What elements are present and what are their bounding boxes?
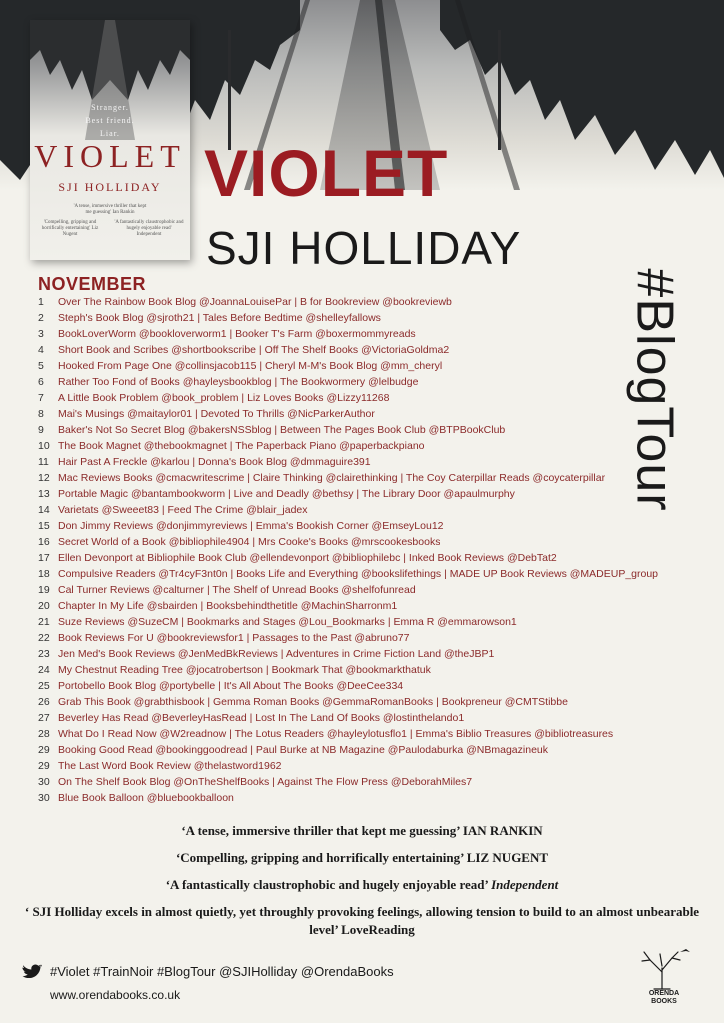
tour-day: 26 bbox=[38, 696, 50, 708]
tour-day: 29 bbox=[38, 744, 50, 756]
tour-row bbox=[38, 406, 668, 422]
tour-hosts: Secret World of a Book @bibliophile4904 | Mrs Cooke's Books @mrscookesbooks bbox=[58, 536, 441, 548]
tour-row bbox=[38, 294, 668, 310]
quote-source: Independent bbox=[491, 877, 559, 892]
quote-text: ‘A fantastically claustrophobic and hugely enjoyable read’ bbox=[165, 877, 492, 892]
review-quote bbox=[20, 876, 704, 894]
tour-day: 29 bbox=[38, 760, 50, 772]
tour-row bbox=[38, 454, 668, 470]
tour-hosts: Varietats @Sweeet83 | Feed The Crime @blair_jadex bbox=[58, 504, 308, 516]
tour-hosts: Short Book and Scribes @shortbookscribe | Off The Shelf Books @VictoriaGoldma2 bbox=[58, 344, 450, 356]
tour-day: 1 bbox=[38, 296, 44, 308]
tour-row bbox=[38, 342, 668, 358]
tour-hosts: Grab This Book @grabthisbook | Gemma Roman Books @GemmaRomanBooks | Bookpreneur @CMTStibbe bbox=[58, 696, 568, 708]
publisher-logo bbox=[632, 946, 696, 1012]
tour-day: 21 bbox=[38, 616, 50, 628]
tour-hosts: Rather Too Fond of Books @hayleysbookblog | The Bookwormery @lelbudge bbox=[58, 376, 419, 388]
cover-title: VIOLET bbox=[34, 138, 186, 174]
tour-day: 28 bbox=[38, 728, 50, 740]
tour-day: 16 bbox=[38, 536, 50, 548]
review-quote bbox=[20, 903, 704, 939]
tour-day: 22 bbox=[38, 632, 50, 644]
tour-row bbox=[38, 310, 668, 326]
tour-row bbox=[38, 326, 668, 342]
tour-row bbox=[38, 550, 668, 566]
book-cover bbox=[30, 20, 190, 260]
tour-day: 30 bbox=[38, 776, 50, 788]
tour-row bbox=[38, 630, 668, 646]
tour-hosts: Jen Med's Book Reviews @JenMedBkReviews | Adventures in Crime Fiction Land @theJBP1 bbox=[58, 648, 495, 660]
tour-day: 13 bbox=[38, 488, 50, 500]
cover-blurb-left: 'Compelling, gripping and horrifically entertaining' Liz Nugent bbox=[41, 220, 99, 237]
tour-row bbox=[38, 566, 668, 582]
review-quotes bbox=[20, 822, 704, 948]
tour-hosts: Blue Book Balloon @bluebookballoon bbox=[58, 792, 234, 804]
tour-row bbox=[38, 534, 668, 550]
tour-row bbox=[38, 758, 668, 774]
tour-row bbox=[38, 694, 668, 710]
tour-row bbox=[38, 518, 668, 534]
tour-schedule bbox=[38, 294, 668, 806]
tour-day: 3 bbox=[38, 328, 44, 340]
tour-hosts: Cal Turner Reviews @calturner | The Shelf of Unread Books @shelfofunread bbox=[58, 584, 416, 596]
tour-hosts: Don Jimmy Reviews @donjimmyreviews | Emma's Bookish Corner @EmseyLou12 bbox=[58, 520, 444, 532]
tour-hosts: A Little Book Problem @book_problem | Liz Loves Books @Lizzy11268 bbox=[58, 392, 390, 404]
tour-row bbox=[38, 790, 668, 806]
tour-hosts: Booking Good Read @bookinggoodread | Paul Burke at NB Magazine @Paulodaburka @NBmagazineuk bbox=[58, 744, 548, 756]
tour-hosts: Baker's Not So Secret Blog @bakersNSSblog | Between The Pages Book Club @BTPBookClub bbox=[58, 424, 506, 436]
tour-day: 9 bbox=[38, 424, 44, 436]
tour-row bbox=[38, 502, 668, 518]
tour-row bbox=[38, 486, 668, 502]
tour-day: 24 bbox=[38, 664, 50, 676]
tour-day: 17 bbox=[38, 552, 50, 564]
tour-hosts: The Last Word Book Review @thelastword1962 bbox=[58, 760, 282, 772]
cover-tagline-2: Best friend. bbox=[85, 116, 135, 125]
tour-row bbox=[38, 774, 668, 790]
tour-day: 25 bbox=[38, 680, 50, 692]
tour-row bbox=[38, 598, 668, 614]
cover-blurb-top: 'A tense, immersive thriller that kept me guessing' Ian Rankin bbox=[73, 204, 147, 215]
tour-row bbox=[38, 614, 668, 630]
tour-row bbox=[38, 678, 668, 694]
quote-source: LoveReading bbox=[341, 922, 415, 937]
tour-hosts: Book Reviews For U @bookreviewsfor1 | Passages to the Past @abruno77 bbox=[58, 632, 410, 644]
tour-hosts: Mac Reviews Books @cmacwritescrime | Claire Thinking @clairethinking | The Coy Caterpillar Reads @coycaterpillar bbox=[58, 472, 606, 484]
tour-day: 2 bbox=[38, 312, 44, 324]
review-quote bbox=[20, 849, 704, 867]
tour-hosts: What Do I Read Now @W2readnow | The Lotus Readers @hayleylotusflo1 | Emma's Biblio Treasures @bibliotreasures bbox=[58, 728, 614, 740]
tour-day: 8 bbox=[38, 408, 44, 420]
publisher-name-line1: ORENDA bbox=[648, 990, 680, 997]
cover-tagline-1: Stranger. bbox=[91, 103, 129, 112]
tour-row bbox=[38, 662, 668, 678]
quote-text: ‘A tense, immersive thriller that kept me guessing’ bbox=[181, 823, 463, 838]
tour-day: 19 bbox=[38, 584, 50, 596]
tour-day: 18 bbox=[38, 568, 50, 580]
quote-source: IAN RANKIN bbox=[462, 823, 543, 838]
tour-day: 23 bbox=[38, 648, 50, 660]
tour-row bbox=[38, 470, 668, 486]
tour-day: 5 bbox=[38, 360, 44, 372]
tour-hosts: Hair Past A Freckle @karlou | Donna's Book Blog @dmmaguire391 bbox=[58, 456, 371, 468]
tour-row bbox=[38, 374, 668, 390]
tour-hosts: Steph's Book Blog @sjroth21 | Tales Before Bedtime @shelleyfallows bbox=[58, 312, 381, 324]
cover-blurb-right: 'A fantastically claustrophobic and hugely enjoyable read' Independent bbox=[114, 220, 184, 237]
tour-row bbox=[38, 742, 668, 758]
tour-hosts: Chapter In My Life @sbairden | Booksbehindthetitle @MachinSharronm1 bbox=[58, 600, 398, 612]
tour-row bbox=[38, 358, 668, 374]
tour-day: 11 bbox=[38, 456, 49, 468]
tour-row bbox=[38, 582, 668, 598]
quote-source: LIZ NUGENT bbox=[466, 850, 549, 865]
tour-hosts: My Chestnut Reading Tree @jocatrobertson | Bookmark That @bookmarkthatuk bbox=[58, 664, 431, 676]
tour-hosts: Beverley Has Read @BeverleyHasRead | Lost In The Land Of Books @lostinthelando1 bbox=[58, 712, 465, 724]
poster-author: SJI HOLLIDAY bbox=[206, 222, 522, 274]
month-heading: NOVEMBER bbox=[38, 274, 147, 294]
tour-day: 15 bbox=[38, 520, 50, 532]
quote-text: ‘Compelling, gripping and horrifically entertaining’ bbox=[175, 850, 467, 865]
tour-day: 27 bbox=[38, 712, 50, 724]
tour-day: 4 bbox=[38, 344, 44, 356]
tour-row bbox=[38, 646, 668, 662]
tour-hosts: Ellen Devonport at Bibliophile Book Club @ellendevonport @bibliophilebc | Inked Book Reviews @DebTat2 bbox=[58, 552, 557, 564]
footer-hashtags bbox=[22, 963, 394, 979]
twitter-bird-icon bbox=[22, 963, 42, 979]
tour-hosts: Suze Reviews @SuzeCM | Bookmarks and Stages @Lou_Bookmarks | Emma R @emmarowson1 bbox=[58, 616, 517, 628]
tour-hosts: Mai's Musings @maitaylor01 | Devoted To Thrills @NicParkerAuthor bbox=[58, 408, 375, 420]
tour-day: 7 bbox=[38, 392, 44, 404]
tour-day: 14 bbox=[38, 504, 50, 516]
tour-hosts: The Book Magnet @thebookmagnet | The Paperback Piano @paperbackpiano bbox=[58, 440, 425, 452]
tour-hosts: On The Shelf Book Blog @OnTheShelfBooks | Against The Flow Press @DeborahMiles7 bbox=[58, 776, 473, 788]
publisher-url[interactable]: www.orendabooks.co.uk bbox=[50, 988, 181, 1002]
review-quote bbox=[20, 822, 704, 840]
blogtour-hashtag-text: #BlogTour bbox=[626, 268, 684, 512]
tour-hosts: Portable Magic @bantambookworm | Live and Deadly @bethsy | The Library Door @apaulmurphy bbox=[58, 488, 515, 500]
tour-day: 6 bbox=[38, 376, 44, 388]
tour-row bbox=[38, 422, 668, 438]
tour-row bbox=[38, 710, 668, 726]
tour-hosts: Portobello Book Blog @portybelle | It's All About The Books @DeeCee334 bbox=[58, 680, 404, 692]
tree-logo-icon bbox=[632, 946, 696, 990]
tour-row bbox=[38, 390, 668, 406]
tour-day: 10 bbox=[38, 440, 50, 452]
tour-hosts: BookLoverWorm @bookloverworm1 | Booker T's Farm @boxermommyreads bbox=[58, 328, 416, 340]
poster-title: VIOLET bbox=[204, 136, 449, 210]
quote-text: ‘ SJI Holliday excels in almost quietly, yet throughly provoking feelings, allowing tension to build to an almost unbearable level’ bbox=[24, 904, 700, 937]
cover-tagline-3: Liar. bbox=[100, 129, 120, 138]
publisher-name bbox=[632, 990, 696, 1006]
tour-day: 30 bbox=[38, 792, 50, 804]
tour-hosts: Over The Rainbow Book Blog @JoannaLouisePar | B for Bookreview @bookreviewb bbox=[58, 296, 452, 308]
tour-row bbox=[38, 438, 668, 454]
footer-hashtags-text: #Violet #TrainNoir #BlogTour @SJIHolliday @OrendaBooks bbox=[50, 963, 394, 979]
tour-hosts: Hooked From Page One @collinsjacob115 | Cheryl M-M's Book Blog @mm_cheryl bbox=[58, 360, 443, 372]
publisher-name-line2: BOOKS bbox=[651, 998, 677, 1005]
cover-author: SJI HOLLIDAY bbox=[58, 180, 162, 194]
tour-day: 20 bbox=[38, 600, 50, 612]
tour-day: 12 bbox=[38, 472, 50, 484]
tour-row bbox=[38, 726, 668, 742]
tour-hosts: Compulsive Readers @Tr4cyF3nt0n | Books Life and Everything @bookslifethings | MADE UP Book Reviews @MADEUP_group bbox=[58, 568, 659, 580]
